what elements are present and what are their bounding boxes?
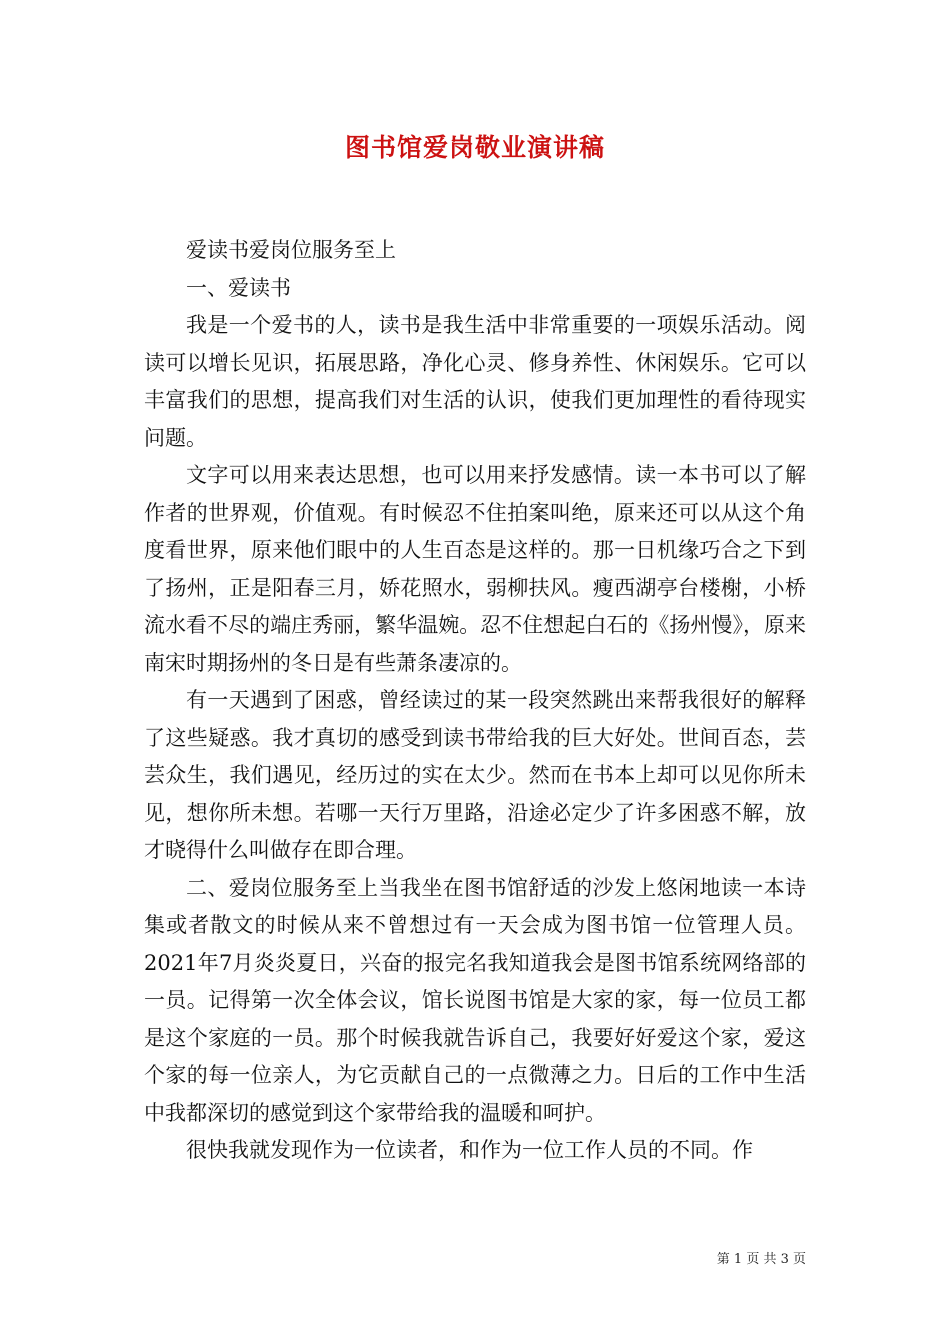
page-number: 第 1 页 共 3 页 <box>716 1252 806 1267</box>
paragraph: 我是一个爱书的人，读书是我生活中非常重要的一项娱乐活动。阅读可以增长见识，拓展思路，净化心灵、修身养性、休闲娱乐。它可以丰富我们的思想，提高我们对生活的认识，使我们更加理性的看待现实问题。 <box>144 313 806 450</box>
paragraph: 二、爱岗位服务至上当我坐在图书馆舒适的沙发上悠闲地读一本诗集或者散文的时候从来不曾想过有一天会成为图书馆一位管理人员。2021年7月炎炎夏日，兴奋的报完名我知道我会是图书馆系统网络部的一员。记得第一次全体会议，馆长说图书馆是大家的家，每一位员工都是这个家庭的一员。那个时候我就告诉自己，我要好好爱这个家，爱这个家的每一位亲人，为它贡献自己的一点微薄之力。日后的工作中生活中我都深切的感觉到这个家带给我的温暖和呵护。 <box>144 875 806 1125</box>
paragraph: 很快我就发现作为一位读者，和作为一位工作人员的不同。作 <box>186 1138 753 1162</box>
paragraph: 文字可以用来表达思想，也可以用来抒发感情。读一本书可以了解作者的世界观，价值观。有时候忍不住拍案叫绝，原来还可以从这个角度看世界，原来他们眼中的人生百态是这样的。那一日机缘巧合之下到了扬州，正是阳春三月，娇花照水，弱柳扶风。瘦西湖亭台楼榭，小桥流水看不尽的端庄秀丽，繁华温婉。忍不住想起白石的《扬州慢》，原来南宋时期扬州的冬日是有些萧条凄凉的。 <box>144 463 806 675</box>
paragraph: 有一天遇到了困惑，曾经读过的某一段突然跳出来帮我很好的解释了这些疑惑。我才真切的感受到读书带给我的巨大好处。世间百态，芸芸众生，我们遇见，经历过的实在太少。然而在书本上却可以见你所未见，想你所未想。若哪一天行万里路，沿途必定少了许多困惑不解，放才晓得什么叫做存在即合理。 <box>144 688 806 862</box>
paragraph-heading-1: 一、爱读书 <box>186 275 291 300</box>
paragraph-subtitle: 爱读书爱岗位服务至上 <box>186 238 396 262</box>
document-body <box>144 232 806 1170</box>
document-title: 图书馆爱岗敬业演讲稿 <box>344 133 605 162</box>
